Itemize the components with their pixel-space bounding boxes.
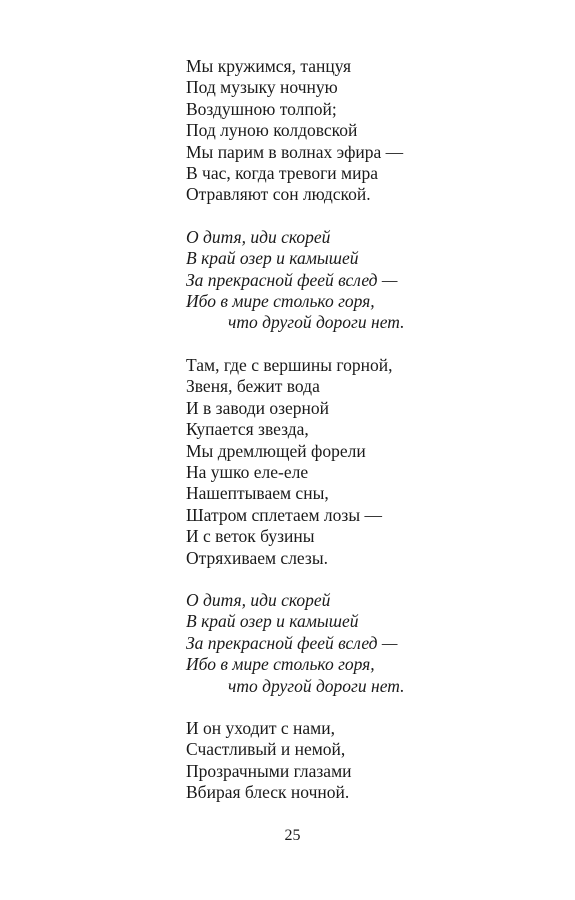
poem-line: На ушко еле-еле [186,461,309,482]
page-number: 25 [284,827,301,844]
stanza-3 [186,718,546,804]
poem-line: Звеня, бежит вода [186,376,320,397]
refrain-line-indented: что другой дороги нет. [228,312,405,333]
refrain-line: О дитя, иди скорей [186,226,331,247]
refrain-stanza-2 [186,590,546,697]
poem-line: И с веток бузины [186,526,315,547]
poem-line: Там, где с вершины горной, [186,354,393,375]
poem-line: Счастливый и немой, [186,739,346,760]
poem-line: Мы дремлющей форели [186,440,366,461]
refrain-line: В край озер и камышей [186,611,359,632]
poem-line: В час, когда тревоги мира [186,163,378,184]
poem-line: Мы кружимся, танцуя [186,56,352,76]
poem-line: Под луною колдовской [186,120,358,141]
refrain-line: За прекрасной феей вслед — [186,269,398,290]
poem-line: Под музыку ночную [186,77,338,98]
poem-line: Нашептываем сны, [186,483,329,504]
poem-text [186,56,546,804]
poem-line: Мы парим в волнах эфира — [186,141,404,162]
refrain-line: Ибо в мире столько горя, [186,291,375,312]
poem-line: Воздушною толпой; [186,98,337,119]
refrain-line: Ибо в мире столько горя, [186,654,375,675]
stanza-2 [186,355,546,569]
poem-line: Вбирая блеск ночной. [186,782,350,803]
refrain-line: В край озер и камышей [186,248,359,269]
refrain-line: За прекрасной феей вслед — [186,632,398,653]
poem-line: Купается звезда, [186,419,309,440]
poem-line: Прозрачными глазами [186,760,352,781]
stanza-1 [186,56,546,206]
poem-line: Отравляют сон людской. [186,184,371,205]
refrain-line-indented: что другой дороги нет. [228,675,405,696]
poem-line: И он уходит с нами, [186,717,335,738]
refrain-stanza-1 [186,227,546,334]
poem-line: Отряхиваем слезы. [186,547,328,568]
refrain-line: О дитя, иди скорей [186,589,331,610]
poem-line: И в заводи озерной [186,397,330,418]
poem-line: Шатром сплетаем лозы — [186,504,382,525]
